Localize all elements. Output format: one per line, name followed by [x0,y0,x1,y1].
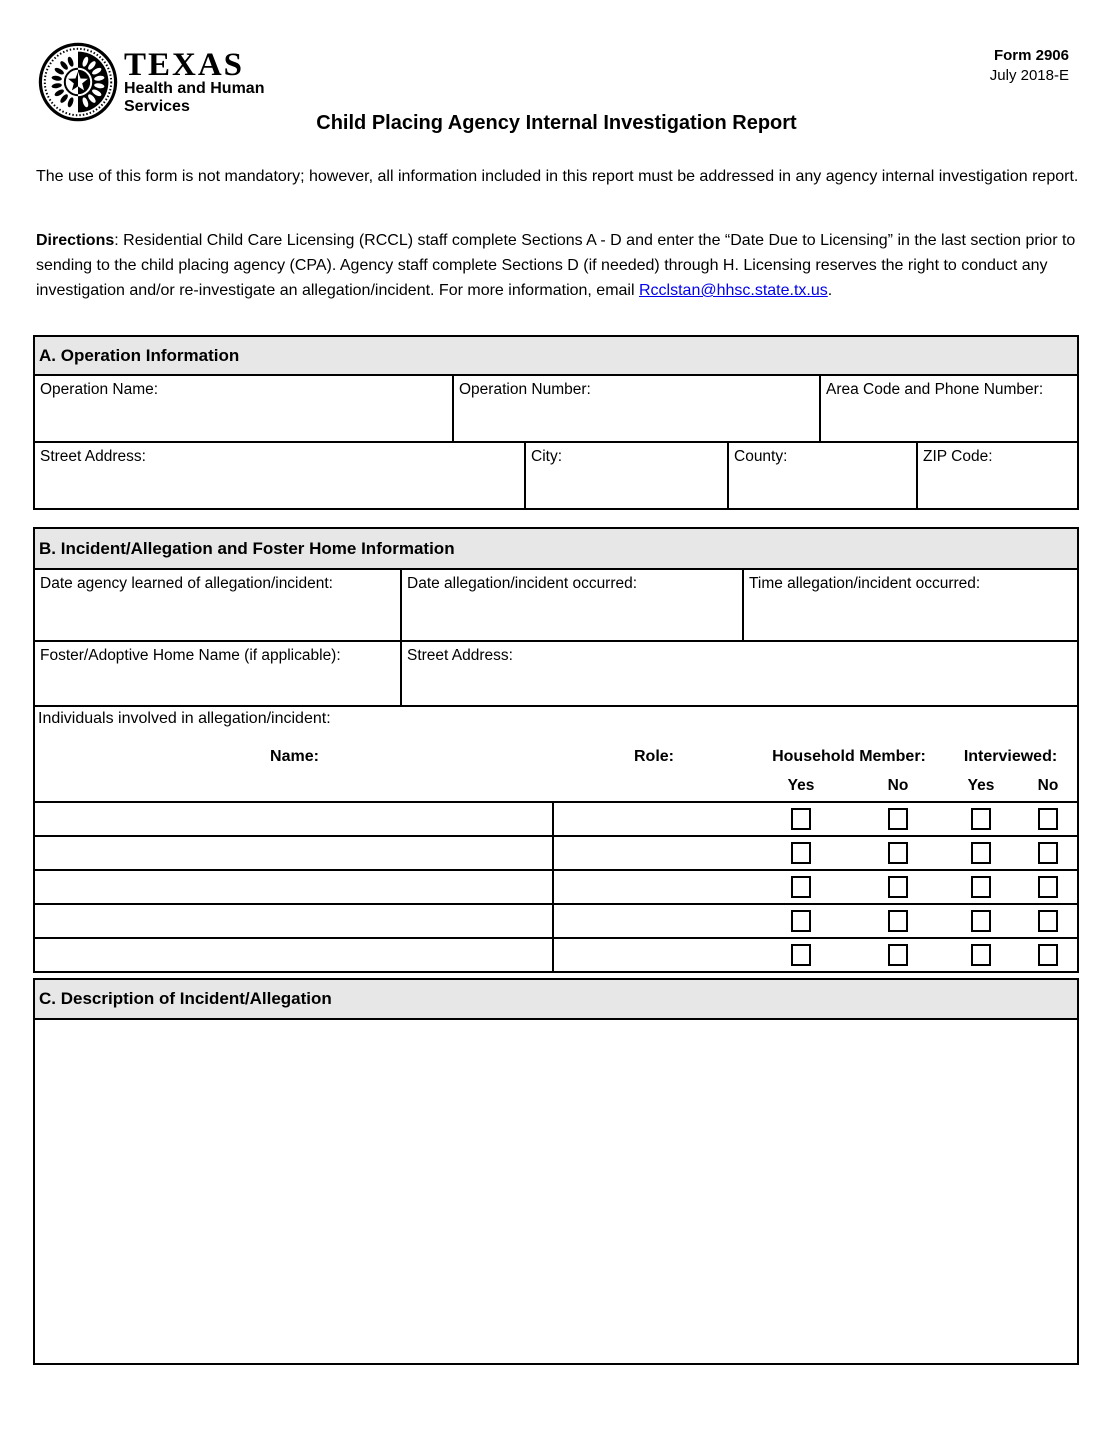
household-yes-header: Yes [787,777,815,794]
individual-3-household-yes-checkbox[interactable] [791,876,811,898]
individual-4-interviewed-no-checkbox[interactable] [1038,910,1058,932]
description-field[interactable] [33,1020,1079,1365]
date-occurred-field[interactable] [402,570,744,640]
section-a-row-1 [33,376,1079,443]
phone-field[interactable] [821,376,1077,441]
logo-subtitle-line2: Services [124,98,190,115]
household-member-column-header: Household Member: [772,748,926,765]
county-field[interactable] [729,443,918,508]
texas-hhs-seal-icon [38,42,118,122]
household-no-header: No [887,777,909,794]
interviewed-no-header: No [1037,777,1059,794]
individual-5-name-field[interactable] [35,939,554,971]
section-a-row-2 [33,443,1079,510]
individual-1-name-field[interactable] [35,803,554,835]
date-learned-field[interactable] [35,570,402,640]
individual-3-role-field[interactable] [554,871,1077,903]
directions-text: : Residential Child Care Licensing (RCCL) staff complete Sections A - D and enter the “Date Due to Licensing” in the last section prior to sending to the child placing agency (CPA). Agency staff complete Sections D (if needed) through H. Licensing reserves the right to conduct any investigation and/or re-investigate an allegation/incident. For more information, email [36,232,1076,299]
individual-row-3 [33,871,1079,905]
interviewed-column-header: Interviewed: [963,748,1058,765]
individual-5-interviewed-no-checkbox[interactable] [1038,944,1058,966]
logo-wordmark [124,42,264,116]
individual-2-interviewed-yes-checkbox[interactable] [971,842,991,864]
page-title: Child Placing Agency Internal Investigation Report [316,112,797,134]
individual-4-interviewed-yes-checkbox[interactable] [971,910,991,932]
individual-3-interviewed-no-checkbox[interactable] [1038,876,1058,898]
individual-2-household-no-checkbox[interactable] [888,842,908,864]
section-b [33,527,1079,973]
individual-5-interviewed-yes-checkbox[interactable] [971,944,991,966]
operation-name-field[interactable] [35,376,454,441]
date-occurred-label: Date allegation/incident occurred: [407,575,638,592]
individuals-header-box [33,707,1079,803]
individual-2-name-field[interactable] [35,837,554,869]
individual-5-household-no-checkbox[interactable] [888,944,908,966]
foster-home-name-field[interactable] [35,642,402,705]
individual-1-interviewed-yes-checkbox[interactable] [971,808,991,830]
foster-street-address-field[interactable] [402,642,1077,705]
individual-5-role-field[interactable] [554,939,1077,971]
street-address-field[interactable] [35,443,526,508]
section-b-header: B. Incident/Allegation and Foster Home Information [33,527,1079,570]
individual-4-household-no-checkbox[interactable] [888,910,908,932]
section-c [33,978,1079,1365]
individual-1-household-yes-checkbox[interactable] [791,808,811,830]
logo-texas-text: TEXAS [124,47,245,83]
individual-row-2 [33,837,1079,871]
intro-paragraph: The use of this form is not mandatory; however, all information included in this report must be addressed in any agency internal investigation report. [36,168,1079,185]
individual-row-5 [33,939,1079,973]
operation-name-label: Operation Name: [40,381,159,398]
directions-period: . [827,282,833,299]
form-meta [990,46,1069,86]
agency-logo [38,42,264,122]
individual-1-role-field[interactable] [554,803,1077,835]
city-field[interactable] [526,443,729,508]
individual-3-name-field[interactable] [35,871,554,903]
form-number: Form 2906 [993,47,1069,64]
form-revision-date: July 2018-E [989,67,1069,84]
individual-3-interviewed-yes-checkbox[interactable] [971,876,991,898]
logo-subtitle-line1: Health and Human [124,80,265,97]
individual-3-household-no-checkbox[interactable] [888,876,908,898]
role-column-header: Role: [634,748,674,765]
individual-2-interviewed-no-checkbox[interactable] [1038,842,1058,864]
date-learned-label: Date agency learned of allegation/incident: [40,575,333,592]
city-label: City: [531,448,562,465]
time-occurred-field[interactable] [744,570,1077,640]
individual-1-household-no-checkbox[interactable] [888,808,908,830]
foster-street-address-label: Street Address: [407,647,513,664]
interviewed-yes-header: Yes [967,777,995,794]
phone-label: Area Code and Phone Number: [826,381,1044,398]
individual-1-interviewed-no-checkbox[interactable] [1038,808,1058,830]
individual-4-role-field[interactable] [554,905,1077,937]
street-address-label: Street Address: [40,448,146,465]
individual-4-household-yes-checkbox[interactable] [791,910,811,932]
email-link[interactable]: Rcclstan@hhsc.state.tx.us [638,282,828,299]
individual-row-4 [33,905,1079,939]
individual-row-1 [33,803,1079,837]
time-occurred-label: Time allegation/incident occurred: [749,575,981,592]
operation-number-field[interactable] [454,376,821,441]
section-b-row-2 [33,642,1079,707]
individual-4-name-field[interactable] [35,905,554,937]
operation-number-label: Operation Number: [459,381,591,398]
individual-5-household-yes-checkbox[interactable] [791,944,811,966]
foster-home-name-label: Foster/Adoptive Home Name (if applicable): [40,647,341,664]
section-c-header: C. Description of Incident/Allegation [33,978,1079,1020]
zip-label: ZIP Code: [923,448,993,465]
section-a [33,335,1079,510]
name-column-header: Name: [270,748,319,765]
directions-label: Directions [36,232,115,249]
individual-2-household-yes-checkbox[interactable] [791,842,811,864]
directions-paragraph [36,228,1082,303]
section-a-header: A. Operation Information [33,335,1079,376]
individual-2-role-field[interactable] [554,837,1077,869]
zip-field[interactable] [918,443,1077,508]
county-label: County: [734,448,788,465]
individuals-caption: Individuals involved in allegation/incident: [38,710,331,727]
section-b-row-1 [33,570,1079,642]
